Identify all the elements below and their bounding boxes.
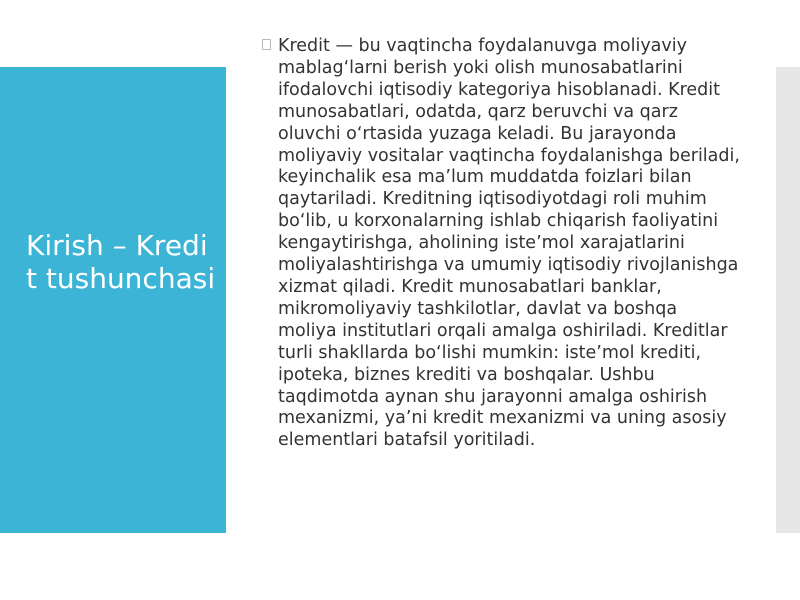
side-strip <box>776 67 800 533</box>
square-bullet-icon <box>262 39 271 50</box>
title-panel <box>0 67 226 533</box>
bullet-text: Kredit — bu vaqtincha foydalanuvga moliyaviy mablag‘larni berish yoki olish munosabatlarini ifodalovchi iqtisodiy kategoriya hisoblanadi. Kredit munosabatlari, odatda, qarz beruvchi va qarz oluvchi o‘rtasida yuzaga keladi. Bu jarayonda moliyaviy vositalar vaqtincha foydalanishga beriladi, keyinchalik esa ma’lum muddatda foizlari bilan qaytariladi. Kreditning iqtisodiyotdagi roli muhim bo‘lib, u korxonalarning ishlab chiqarish faoliyatini kengaytirishga, aholining iste’mol xarajatlarini moliyalashtirishga va umumiy iqtisodiy rivojlanishga xizmat qiladi. Kredit munosabatlari banklar, mikromoliyaviy tashkilotlar, davlat va boshqa moliya institutlari orqali amalga oshiriladi. Kreditlar turli shakllarda bo‘lishi mumkin: iste’mol krediti, ipoteka, biznes krediti va boshqalar. Ushbu taqdimotda aynan shu jarayonni amalga oshirish mexanizmi, ya’ni kredit mexanizmi va uning asosiy elementlari batafsil yoritiladi. <box>278 36 740 451</box>
bullet-item <box>262 36 740 452</box>
content-area <box>262 36 740 452</box>
slide-title: Kirish – Kredit tushunchasi <box>26 229 216 295</box>
